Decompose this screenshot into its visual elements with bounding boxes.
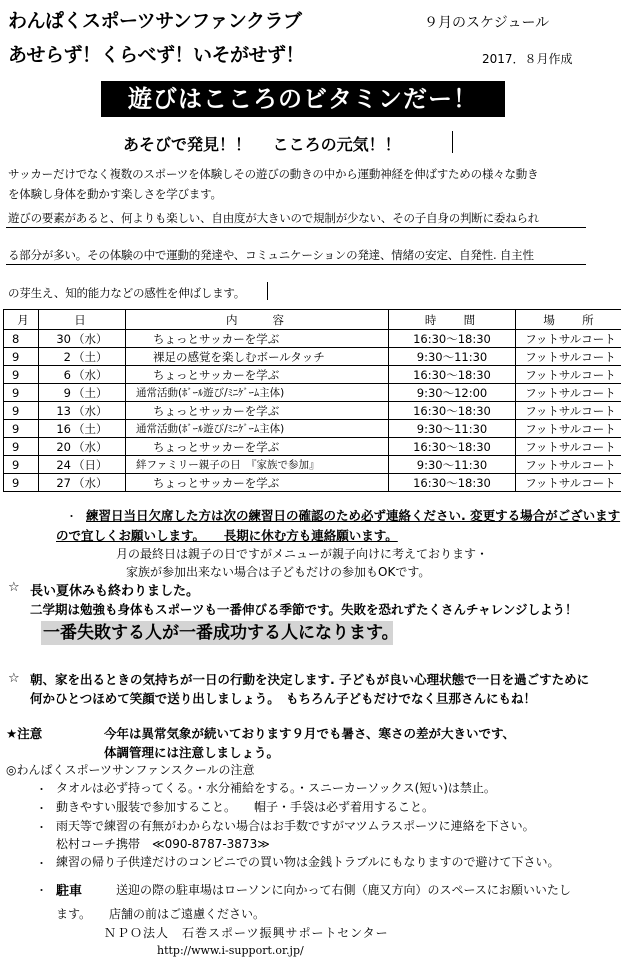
header-place: 場 所 [516, 310, 621, 330]
day-number: 30 [56, 331, 71, 346]
cell-place: フットサルコート [516, 384, 621, 402]
date-made: 2017．８月作成 [482, 52, 573, 66]
star-icon: ☆ [8, 671, 20, 686]
table-row [4, 384, 621, 402]
club-name: わんぱくスポーツサンファンクラブ [8, 10, 302, 32]
highlight-message: 一番失敗する人が一番成功する人になります。 [43, 623, 399, 643]
cell-content: ちょっとサッカーを学ぶ [126, 402, 389, 420]
cell-day [39, 474, 126, 492]
cell-place: フットサルコート [516, 456, 621, 474]
intro-line-4: る部分が多い。その体験の中で運動的発達や、コミュニケーションの発達、情緒の安定、自発性. 自主性 [8, 248, 534, 262]
cell-time: 9:30～11:30 [389, 456, 516, 474]
table-row [4, 330, 621, 348]
cell-day [39, 438, 126, 456]
table-row [4, 348, 621, 366]
table-row [4, 474, 621, 492]
rule-item: タオルは必ず持ってくる。・水分補給をする。・スニーカーソックス(短い)は禁止。 [56, 781, 496, 795]
cell-place: フットサルコート [516, 438, 621, 456]
bullet: ・ [36, 783, 47, 796]
cell-time: 9:30～12:00 [389, 384, 516, 402]
cell-time: 16:30～18:30 [389, 474, 516, 492]
header-day: 日 [39, 310, 126, 330]
header-time: 時 間 [389, 310, 516, 330]
bullet: ・ [36, 884, 47, 897]
family-day-note-1: 月の最終日は親子の日ですがメニューが親子向けに考えております・ [116, 547, 489, 561]
cell-time: 9:30～11:30 [389, 420, 516, 438]
parking-line-2: ます。 店舗の前はご遠慮ください。 [56, 907, 266, 921]
day-number: 24 [56, 457, 71, 472]
cell-month: 9 [4, 420, 39, 438]
cell-time: 16:30～18:30 [389, 438, 516, 456]
rule-item: 雨天等で練習の有無がわからない場合はお手数ですがマツムラスポーツに連絡を下さい。 [56, 819, 535, 833]
table-row [4, 420, 621, 438]
cell-month: 9 [4, 366, 39, 384]
banner-title: 遊びはこころのビタミンだー！ [101, 81, 505, 117]
bullet: ・ [36, 821, 47, 834]
weekday: （水） [73, 367, 108, 382]
intro-line-5: の芽生え、知的能力などの感性を伸ばします。 [8, 286, 246, 300]
website-link[interactable]: http://www.i-support.or.jp/ [157, 944, 304, 957]
day-number: 6 [63, 367, 71, 382]
cell-month: 9 [4, 384, 39, 402]
day-number: 16 [56, 421, 71, 436]
cell-content: 絆ファミリー親子の日 『家族で参加』 [126, 456, 389, 474]
weekday: （日） [73, 457, 108, 472]
cell-content: ちょっとサッカーを学ぶ [126, 366, 389, 384]
cell-place: フットサルコート [516, 366, 621, 384]
cell-day [39, 348, 126, 366]
table-header-row [4, 310, 621, 330]
weekday: （土） [73, 385, 108, 400]
cell-day [39, 456, 126, 474]
cell-month: 9 [4, 402, 39, 420]
cell-month: 9 [4, 474, 39, 492]
weekday: （水） [73, 331, 108, 346]
cell-place: フットサルコート [516, 330, 621, 348]
organization-name: ＮＰＯ法人 石巻スポーツ振興サポートセンター [104, 926, 389, 940]
morning-message-2: 何かひとつほめて笑顔で送り出しましょう。 もちろん子どもだけでなく旦那さんにもね！ [30, 691, 537, 706]
coach-phone: 松村コーチ携帯 ≪090-8787-3873≫ [56, 837, 270, 851]
cell-month: 8 [4, 330, 39, 348]
rule-item: 動きやすい服装で参加すること。 帽子・手袋は必ず着用すること。 [56, 800, 435, 814]
cell-day [39, 402, 126, 420]
day-number: 20 [56, 439, 71, 454]
rule-item: 練習の帰り子供達だけのコンビニでの買い物は金銭トラブルにもなりますので避けて下さい。 [56, 855, 560, 869]
table-row [4, 402, 621, 420]
cell-place: フットサルコート [516, 420, 621, 438]
bullet: ・ [36, 857, 47, 870]
cell-content: ちょっとサッカーを学ぶ [126, 438, 389, 456]
day-number: 13 [56, 403, 71, 418]
cell-time: 16:30～18:30 [389, 366, 516, 384]
section-title: 長い夏休みも終わりました。 [30, 584, 200, 599]
cell-day [39, 366, 126, 384]
parking-line-1: 送迎の際の駐車場はローソンに向かって右側（鹿又方向）のスペースにお願いいたし [116, 883, 571, 897]
text-cursor [267, 282, 268, 300]
attendance-note-1: 練習日当日欠席した方は次の練習日の確認のため必ず連絡ください. 変更する場合がございます [86, 508, 621, 523]
attendance-note-2: ので宜しくお願いします。 長期に休む方も連絡願います。 [56, 528, 398, 543]
cell-day [39, 420, 126, 438]
header-month: 月 [4, 310, 39, 330]
day-number: 9 [63, 385, 71, 400]
intro-line-2: を体験し身体を動かす楽しさを学びます。 [8, 187, 222, 201]
cell-time: 16:30～18:30 [389, 402, 516, 420]
cell-month: 9 [4, 438, 39, 456]
subtitle: あそびで発見！！ こころの元気！！ [123, 135, 401, 154]
motto: あせらず！くらべず！いそがせず！ [8, 44, 305, 66]
text-cursor [452, 131, 453, 153]
divider [6, 227, 586, 228]
cell-content: 裸足の感覚を楽しむボールタッチ [126, 348, 389, 366]
table-row [4, 366, 621, 384]
cell-month: 9 [4, 348, 39, 366]
bullet: ・ [36, 802, 47, 815]
bullet: ・ [66, 510, 77, 523]
cell-content: 通常活動(ﾎﾞｰﾙ遊び/ﾐﾆｹﾞｰﾑ主体) [126, 420, 389, 438]
cell-place: フットサルコート [516, 402, 621, 420]
weekday: （水） [73, 403, 108, 418]
month-schedule-label: ９月のスケジュール [424, 15, 550, 31]
cell-place: フットサルコート [516, 348, 621, 366]
day-number: 2 [63, 349, 71, 364]
header-content: 内 容 [126, 310, 389, 330]
intro-line-1: サッカーだけでなく複数のスポーツを体験しその遊びの動きの中から運動神経を伸ばすための様々な動き [8, 167, 539, 181]
section-body: 二学期は勉強も身体もスポーツも一番伸びる季節です。失敗を恐れずたくさんチャレンジしよう！ [30, 602, 578, 617]
divider [6, 264, 586, 265]
weekday: （水） [73, 475, 108, 490]
cell-place: フットサルコート [516, 474, 621, 492]
cell-time: 9:30～11:30 [389, 348, 516, 366]
cell-day [39, 384, 126, 402]
day-number: 27 [56, 475, 71, 490]
cell-day [39, 330, 126, 348]
parking-heading: 駐車 [56, 884, 83, 899]
cell-content: 通常活動(ﾎﾞｰﾙ遊び/ﾐﾆｹﾞｰﾑ主体) [126, 384, 389, 402]
morning-message-1: 朝、家を出るときの気持ちが一日の行動を決定します. 子どもが良い心理状態で一日を過ごすために [30, 672, 590, 687]
schedule-table [3, 309, 621, 492]
weekday: （水） [73, 439, 108, 454]
caution-line-2: 体調管理には注意しましょう。 [104, 745, 280, 760]
weekday: （土） [73, 349, 108, 364]
rules-title: ◎わんぱくスポーツサンファンスクールの注意 [6, 763, 255, 777]
star-icon: ☆ [8, 580, 20, 595]
caution-heading: ★注意 [6, 726, 43, 741]
cell-month: 9 [4, 456, 39, 474]
family-day-note-2: 家族が参加出来ない場合は子どもだけの参加もOKです。 [126, 565, 431, 579]
caution-line-1: 今年は異常気象が続いております９月でも暑さ、寒さの差が大きいです、 [104, 726, 516, 741]
table-row [4, 456, 621, 474]
cell-time: 16:30～18:30 [389, 330, 516, 348]
table-row [4, 438, 621, 456]
cell-content: ちょっとサッカーを学ぶ [126, 474, 389, 492]
weekday: （土） [73, 421, 108, 436]
cell-content: ちょっとサッカーを学ぶ [126, 330, 389, 348]
intro-line-3: 遊びの要素があると、何よりも楽しい、自由度が大きいので規制が少ない、その子自身の判断に委ねられ [8, 211, 540, 225]
